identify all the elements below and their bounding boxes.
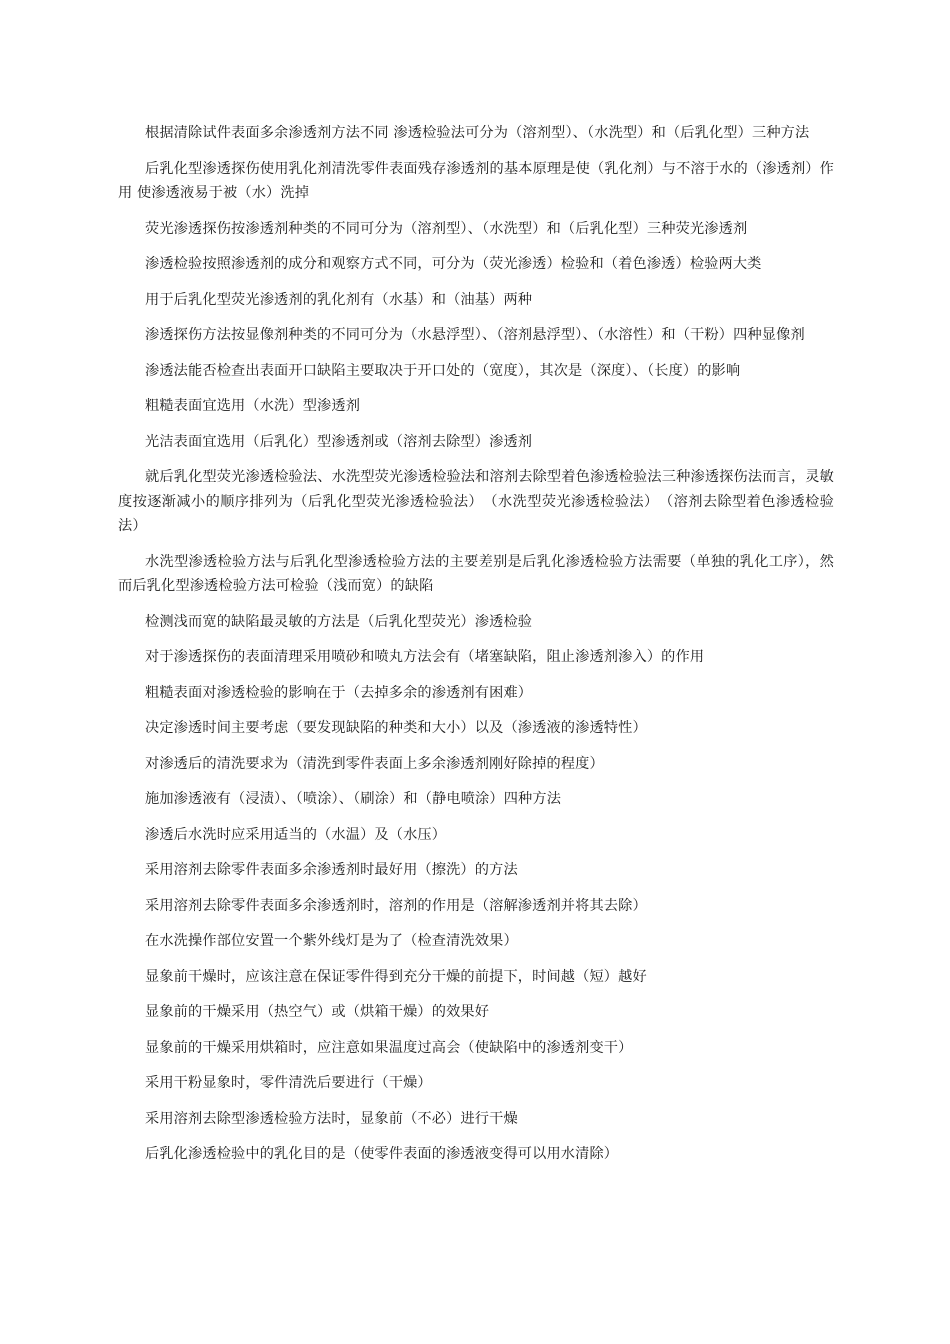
paragraph-16: 对渗透后的清洗要求为（清洗到零件表面上多余渗透剂刚好除掉的程度） (145, 755, 604, 772)
document-body (118, 121, 834, 1178)
paragraph-23: 显象前的干燥采用（热空气）或（烘箱干燥）的效果好 (145, 1004, 490, 1020)
paragraph-21: 在水洗操作部位安置一个紫外线灯是为了（检查清洗效果） (145, 933, 518, 949)
paragraph-3: 荧光渗透探伤按渗透剂种类的不同可分为（溶剂型）、（水洗型）和（后乳化型）三种荧光渗透剂 (145, 220, 748, 237)
paragraph-1: 根据清除试件表面多余渗透剂方法不同 渗透检验法可分为（溶剂型）、（水洗型）和（后乳化型）三种方法 (145, 125, 810, 141)
paragraph-12: 检测浅而宽的缺陷最灵敏的方法是（后乳化型荧光）渗透检验 (145, 613, 533, 630)
paragraph-7: 渗透法能否检查出表面开口缺陷主要取决于开口处的（宽度），其次是（深度）、（长度）的影响 (145, 362, 741, 379)
paragraph-8: 粗糙表面宜选用（水洗）型渗透剂 (145, 398, 361, 414)
paragraph-14: 粗糙表面对渗透检验的影响在于（去掉多余的渗透剂有困难） (145, 684, 533, 701)
paragraph-4: 渗透检验按照渗透剂的成分和观察方式不同，可分为（荧光渗透）检验和（着色渗透）检验两大类 (145, 256, 762, 272)
paragraph-18: 渗透后水洗时应采用适当的（水温）及（水压） (145, 826, 447, 843)
paragraph-2: 后乳化型渗透探伤使用乳化剂清洗零件表面残存渗透剂的基本原理是使（乳化剂）与不溶于水的（渗透剂）作用 使渗透液易于被（水）洗掉 (118, 160, 834, 201)
paragraph-11: 水洗型渗透检验方法与后乳化型渗透检验方法的主要差别是后乳化渗透检验方法需要（单独的乳化工序），然而后乳化型渗透检验方法可检验（浅而宽）的缺陷 (118, 553, 834, 594)
paragraph-6: 渗透探伤方法按显像剂种类的不同可分为（水悬浮型）、（溶剂悬浮型）、（水溶性）和（干粉）四种显像剂 (145, 327, 805, 343)
paragraph-27: 后乳化渗透检验中的乳化目的是（使零件表面的渗透液变得可以用水清除） (145, 1146, 619, 1162)
paragraph-15: 决定渗透时间主要考虑（要发现缺陷的种类和大小）以及（渗透液的渗透特性） (145, 720, 647, 736)
paragraph-19: 采用溶剂去除零件表面多余渗透剂时最好用（擦洗）的方法 (145, 862, 518, 878)
paragraph-20: 采用溶剂去除零件表面多余渗透剂时，溶剂的作用是（溶解渗透剂并将其去除） (145, 897, 647, 914)
paragraph-25: 采用干粉显象时，零件清洗后要进行（干燥） (145, 1075, 432, 1091)
paragraph-5: 用于后乳化型荧光渗透剂的乳化剂有（水基）和（油基）两种 (145, 291, 533, 308)
paragraph-24: 显象前的干燥采用烘箱时，应注意如果温度过高会（使缺陷中的渗透剂变干） (145, 1039, 633, 1056)
paragraph-26: 采用溶剂去除型渗透检验方法时，显象前（不必）进行干燥 (145, 1110, 518, 1127)
paragraph-10: 就后乳化型荧光渗透检验法、水洗型荧光渗透检验法和溶剂去除型着色渗透检验法三种渗透探伤法而言，灵敏度按逐渐减小的顺序排列为（后乳化型荧光渗透检验法） （水洗型荧光渗透检验法） （溶剂去除型着色渗透检验法） (118, 469, 834, 534)
paragraph-22: 显象前干燥时，应该注意在保证零件得到充分干燥的前提下，时间越（短）越好 (145, 968, 647, 985)
paragraph-17: 施加渗透液有（浸渍）、（喷涂）、（刷涂）和（静电喷涂）四种方法 (145, 791, 562, 807)
paragraph-13: 对于渗透探伤的表面清理采用喷砂和喷丸方法会有（堵塞缺陷，阻止渗透剂渗入）的作用 (145, 649, 705, 665)
paragraph-9: 光洁表面宜选用（后乳化）型渗透剂或（溶剂去除型）渗透剂 (145, 433, 533, 450)
